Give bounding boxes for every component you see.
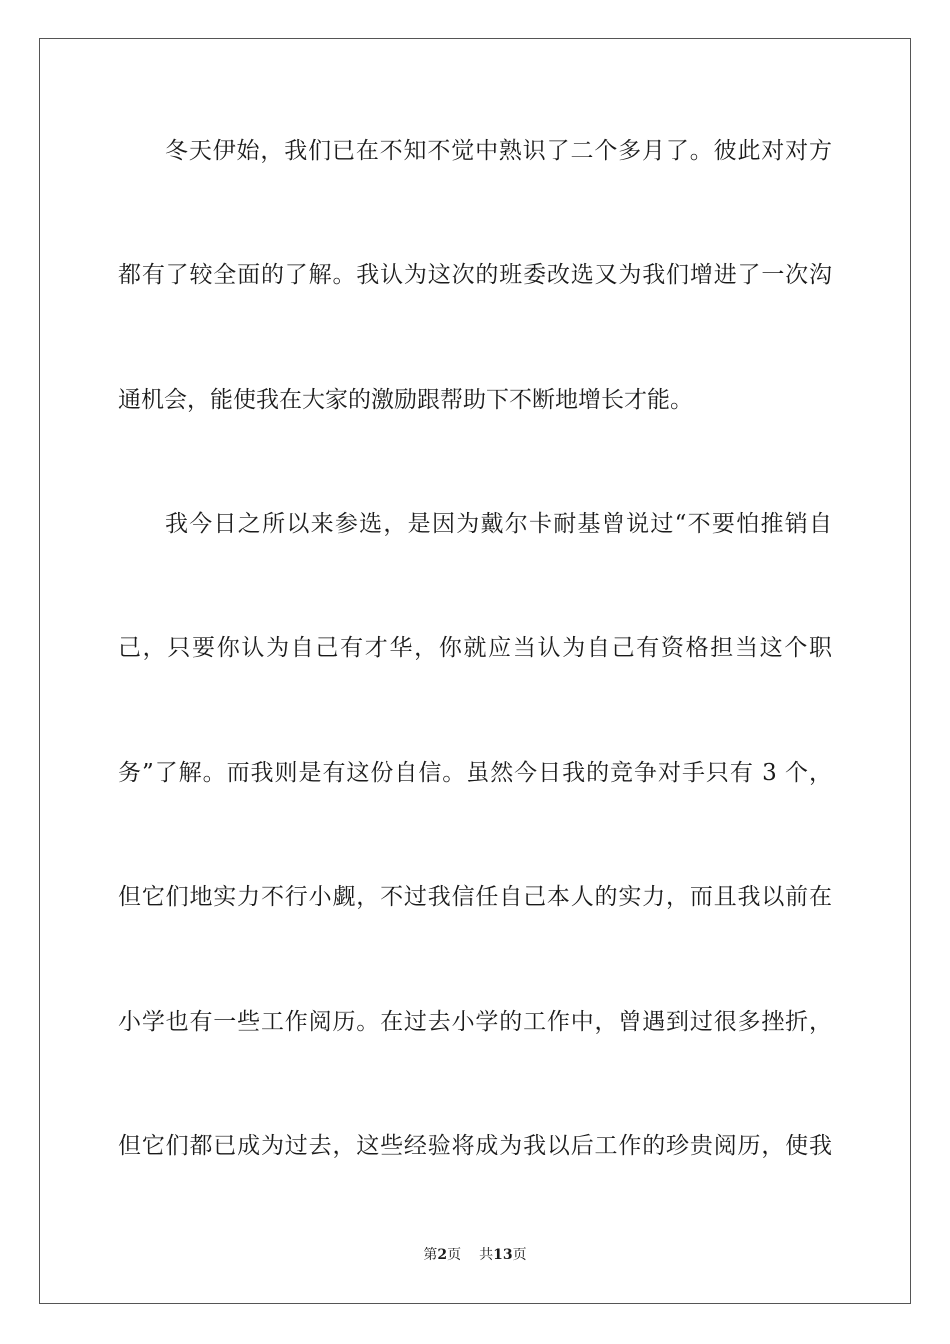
paragraph-2-line-3: 务”了解。而我则是有这份自信。虽然今日我的竞争对手只有 3 个，	[118, 760, 832, 786]
footer-page-prefix: 第	[423, 1247, 438, 1263]
page-border	[39, 38, 911, 1304]
paragraph-1-line-3: 通机会，能使我在大家的激励跟帮助下不断地增长才能。	[118, 387, 693, 413]
paragraph-2-line-2: 己，只要你认为自己有才华，你就应当认为自己有资格担当这个职	[118, 635, 832, 661]
footer-page-suffix: 页	[447, 1247, 462, 1263]
footer-total-prefix: 共	[479, 1247, 494, 1263]
footer-total-suffix: 页	[512, 1247, 527, 1263]
paragraph-2-line-5: 小学也有一些工作阅历。在过去小学的工作中，曾遇到过很多挫折，	[118, 1009, 832, 1035]
paragraph-2-line-6: 但它们都已成为过去，这些经验将成为我以后工作的珍贵阅历，使我	[118, 1133, 832, 1159]
paragraph-1-line-2: 都有了较全面的了解。我认为这次的班委改选又为我们增进了一次沟	[118, 262, 832, 288]
footer-total-number: 13	[493, 1247, 513, 1263]
paragraph-2-line-1: 我今日之所以来参选，是因为戴尔卡耐基曾说过“不要怕推销自	[165, 511, 832, 537]
page-footer	[0, 1246, 950, 1264]
paragraph-1-line-1: 冬天伊始，我们已在不知不觉中熟识了二个多月了。彼此对对方	[165, 138, 832, 164]
footer-page-number: 2	[437, 1247, 448, 1263]
paragraph-2-line-4: 但它们地实力不行小觑，不过我信任自己本人的实力，而且我以前在	[118, 884, 832, 910]
